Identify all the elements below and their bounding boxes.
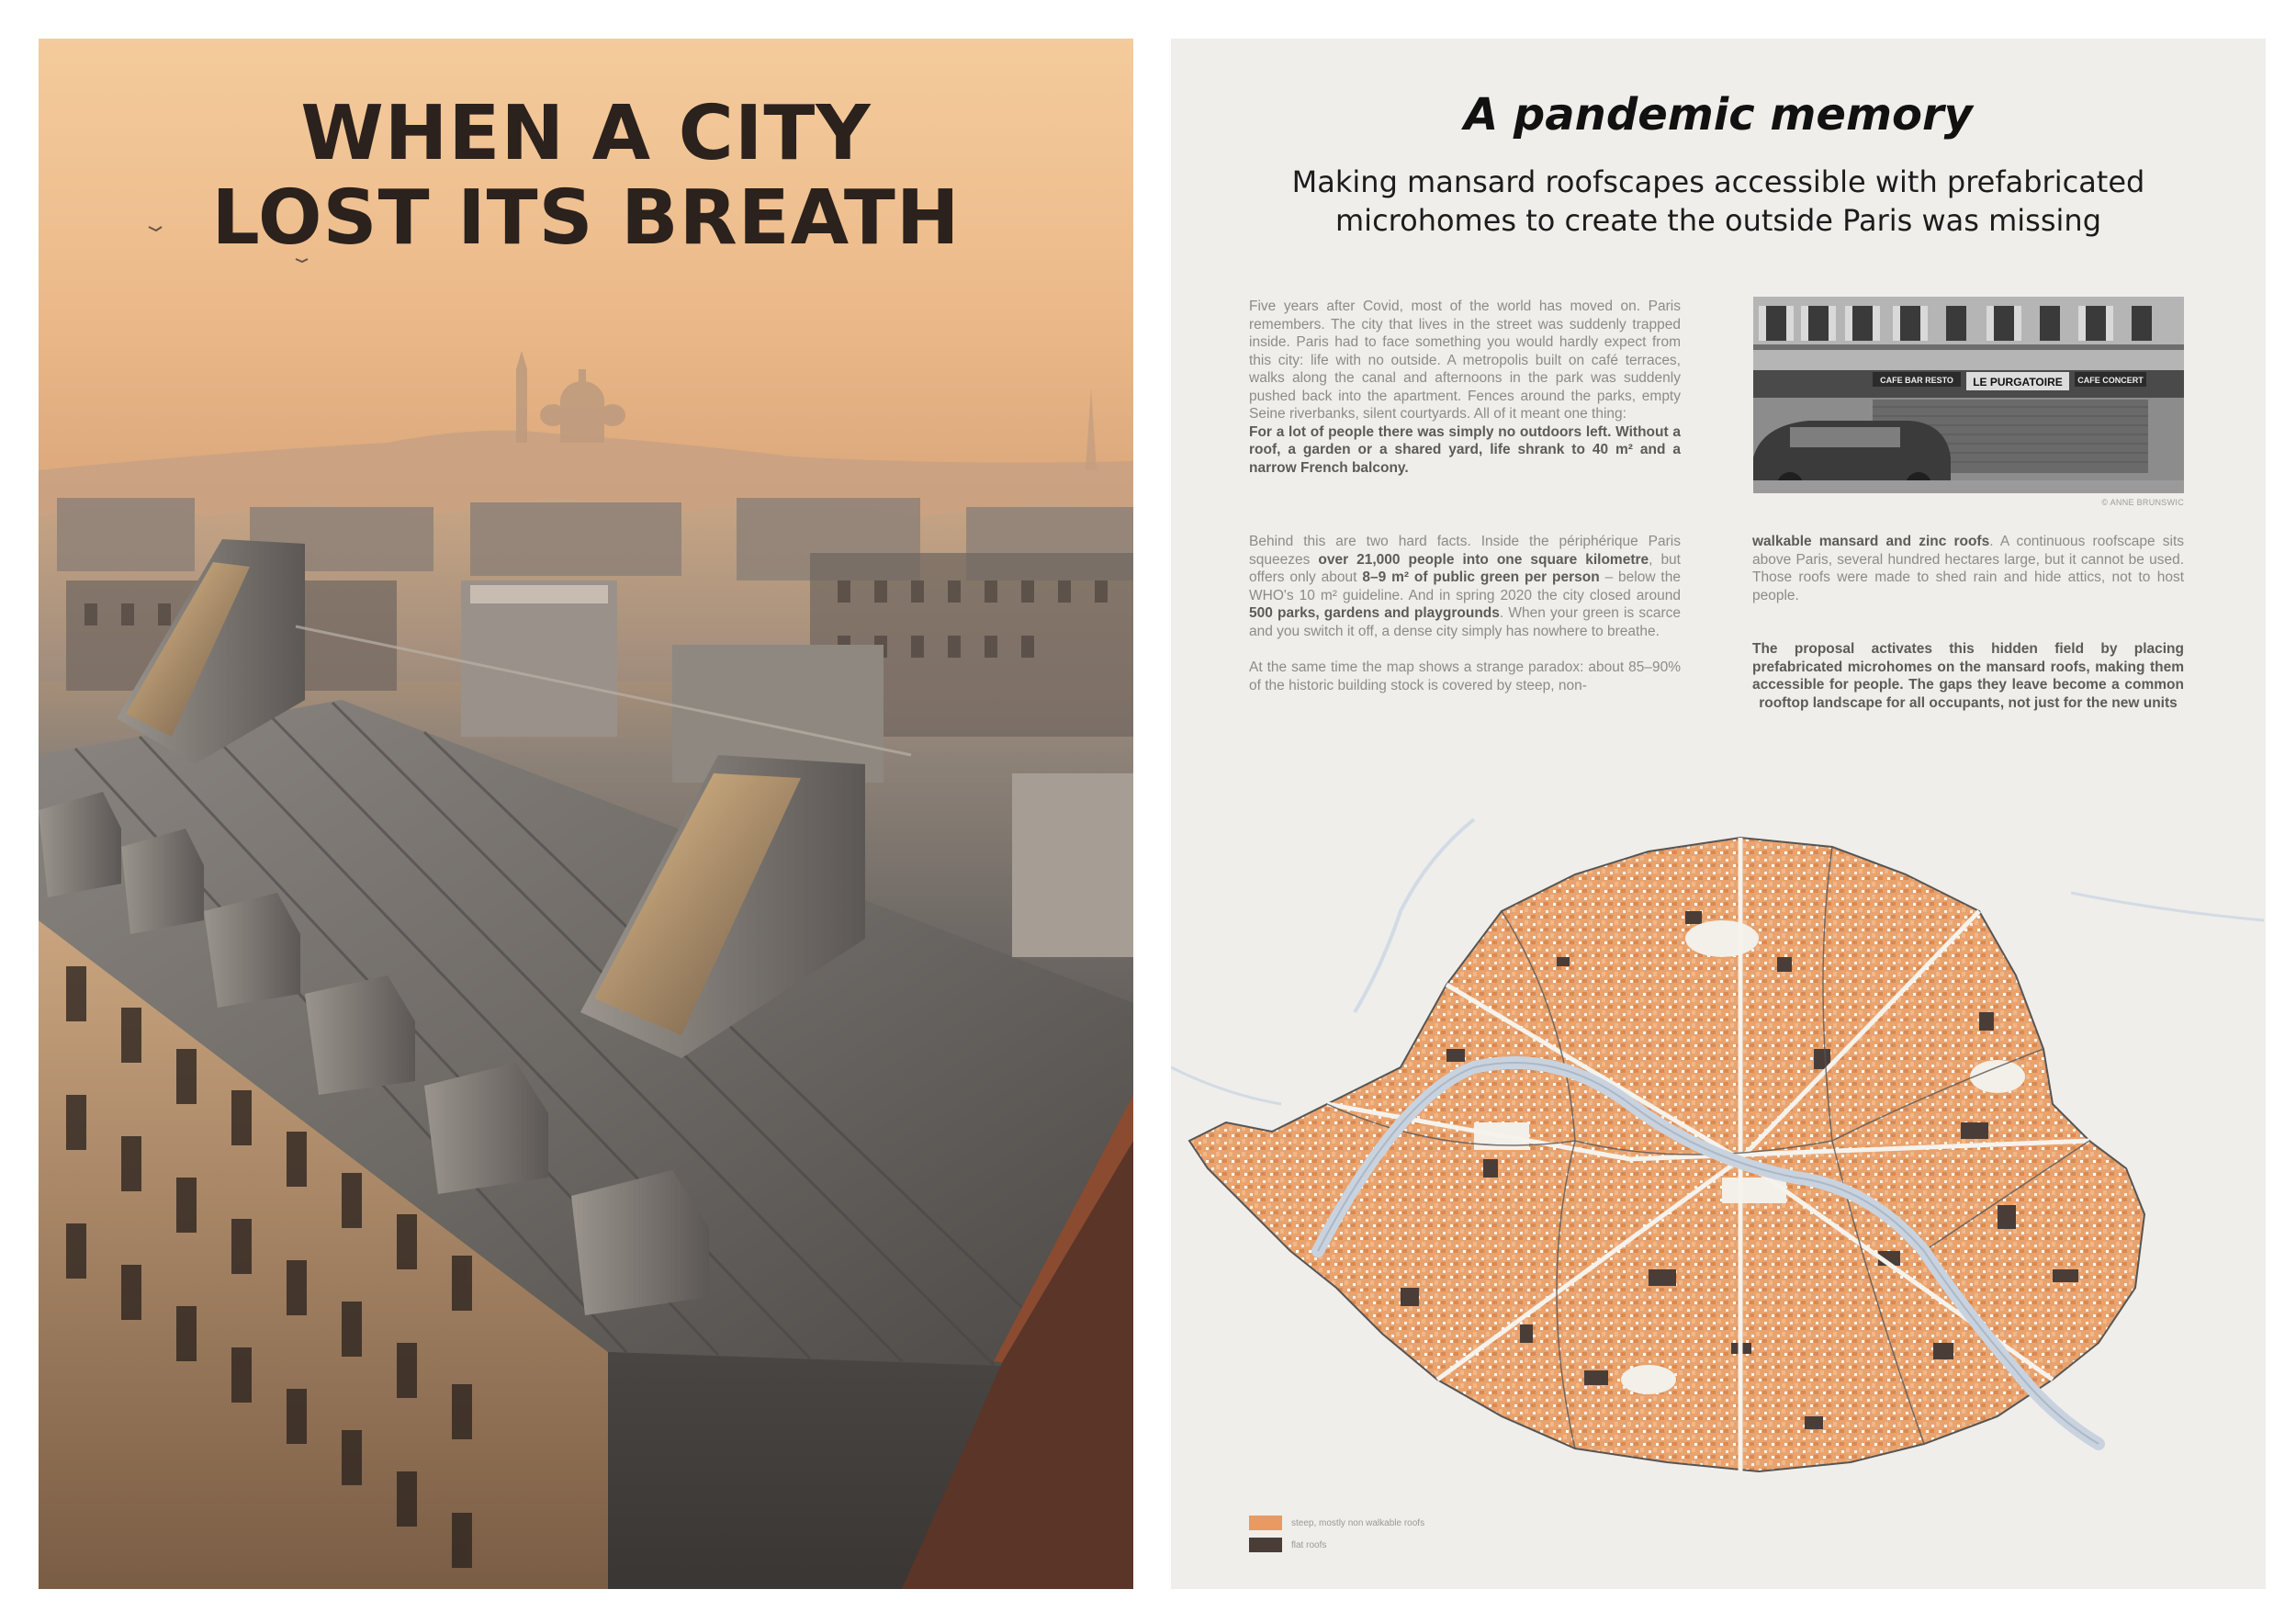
info-panel bbox=[1171, 39, 2266, 1589]
facts-bold-3: 500 parks, gardens and playgrounds bbox=[1249, 605, 1500, 621]
map-legend bbox=[1249, 1513, 1424, 1557]
photo-sign-1: CAFE BAR RESTO bbox=[1880, 376, 1953, 385]
legend-swatch-flat bbox=[1249, 1538, 1282, 1552]
poster-title-line2: LOST ITS BREATH bbox=[211, 175, 961, 262]
paris-roof-map bbox=[1171, 773, 2266, 1589]
photo-sign-3: CAFE CONCERT bbox=[2077, 376, 2144, 385]
photo-credit: © ANNE BRUNSWIC bbox=[2101, 498, 2184, 507]
facts-bold-1: over 21,000 people into one square kilometre bbox=[1318, 551, 1649, 568]
facts-text-1: Behind this are two hard facts. Inside the périphérique Paris squeezes bbox=[1249, 534, 1681, 568]
roofs-paragraph bbox=[1752, 533, 2184, 604]
legend-swatch-steep bbox=[1249, 1516, 1282, 1530]
legend-label-steep: steep, mostly non walkable roofs bbox=[1291, 1517, 1425, 1528]
intro-paragraph bbox=[1249, 298, 1681, 477]
poster-title bbox=[39, 92, 1133, 261]
poster-left bbox=[39, 39, 1133, 1589]
facts-text-2: , but offers only about bbox=[1249, 551, 1681, 585]
facts-text-4: . When your green is scarce and you switch it off, a dense city simply has nowhere to breathe. bbox=[1249, 605, 1681, 639]
roofs-bold: walkable mansard and zinc roofs bbox=[1752, 534, 1990, 549]
facts-paragraph bbox=[1249, 533, 1681, 694]
intro-bold-text: For a lot of people there was simply no outdoors left. Without a roof, a garden or a shared yard, life shrank to 40 m² and a narrow French balcony. bbox=[1249, 423, 1681, 476]
poster-title-line1: WHEN A CITY bbox=[300, 90, 872, 177]
page-subtitle: Making mansard roofscapes accessible with prefabricated microhomes to create the outside Paris was missing bbox=[1291, 164, 2145, 238]
street-photo bbox=[1753, 297, 2184, 493]
roofs-text: . A continuous roofscape sits above Paris, several hundred hectares large, but it cannot be used. Those roofs were made to shed rain and hide attics, not to host people. bbox=[1752, 534, 2184, 603]
page-title: A pandemic memory bbox=[1464, 89, 1973, 141]
facts-bold-2: 8–9 m² of public green per person bbox=[1362, 569, 1600, 585]
proposal-paragraph: The proposal activates this hidden field by placing prefabricated microhomes on the mansard roofs, making them accessible for people. The gaps they leave become a common rooftop landscape for all occupants, not just for the new units bbox=[1752, 641, 2184, 711]
legend-item-flat bbox=[1249, 1535, 1424, 1555]
legend-item-steep bbox=[1249, 1513, 1424, 1533]
photo-sign-2: LE PURGATOIRE bbox=[1973, 376, 2063, 389]
rooftop-render-image bbox=[39, 39, 1133, 1589]
legend-label-flat: flat roofs bbox=[1291, 1539, 1327, 1550]
intro-text: Five years after Covid, most of the world has moved on. Paris remembers. The city that lives in the street was suddenly trapped inside. Paris had to face something you would hardly expect from this city: life with no outside. A metropolis built on café terraces, walks along the canal and afternoons in the park was suddenly pushed back into the apartment. Fences around the parks, empty Seine riverbanks, silent courtyards. All of it meant one thing: bbox=[1249, 299, 1681, 422]
facts-text-3: – below the WHO's 10 m² guideline. And in spring 2020 the city closed around bbox=[1249, 569, 1681, 603]
paradox-paragraph: At the same time the map shows a strange paradox: about 85–90% of the historic building stock is covered by steep, non- bbox=[1249, 659, 1681, 693]
